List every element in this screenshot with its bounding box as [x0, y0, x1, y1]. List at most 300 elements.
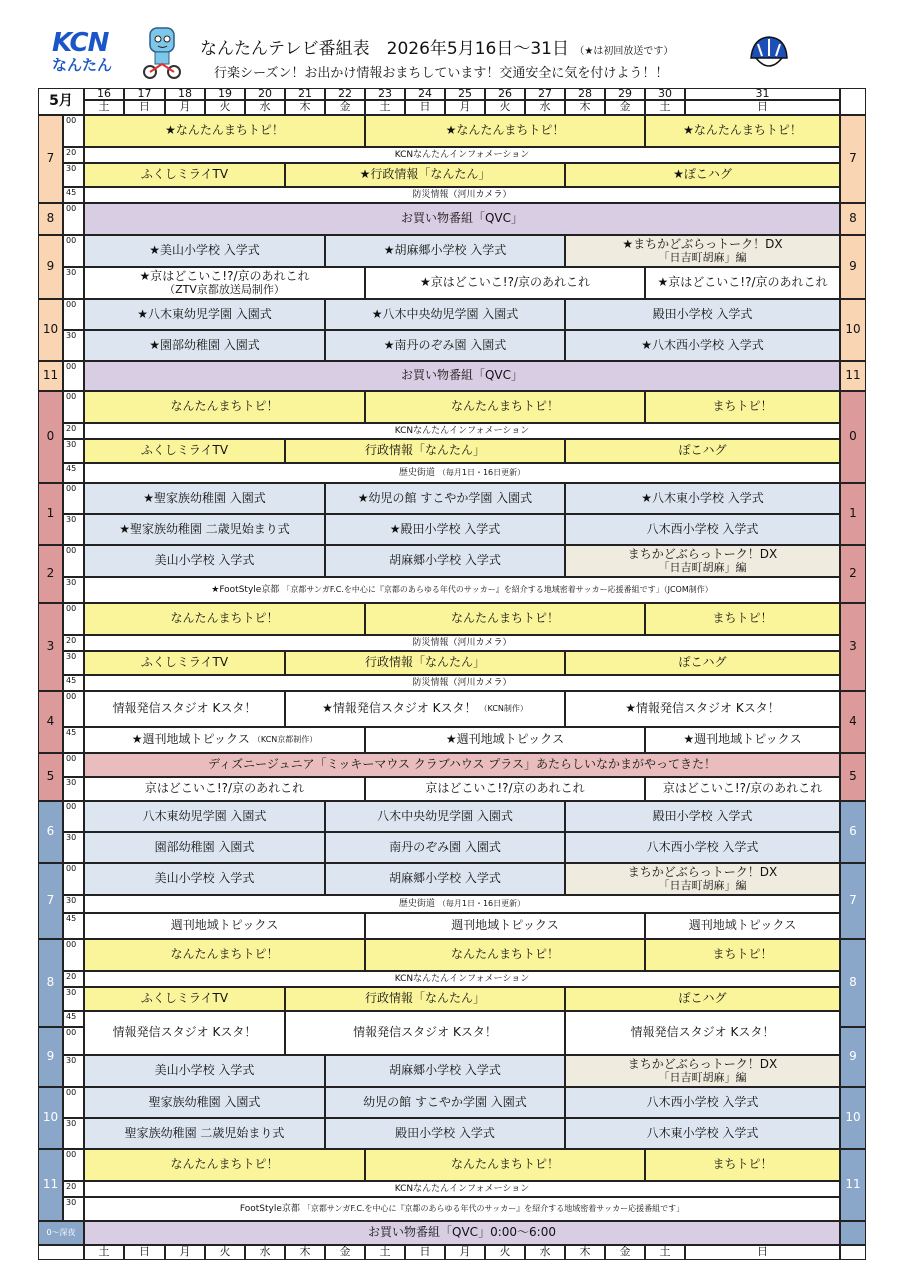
program-title: 行政情報「なんたん」: [364, 443, 485, 458]
logo-text: KCN: [52, 28, 109, 58]
date-label: 27: [538, 88, 552, 100]
date-label: 17: [137, 88, 152, 100]
hour-number: 1: [46, 506, 55, 521]
date-cell: [165, 88, 205, 100]
program-title: 歴史街道: [398, 467, 435, 478]
date-label: 24: [418, 88, 432, 100]
footer-weekday-cell: [124, 1245, 165, 1260]
hour-number: 2: [46, 566, 55, 581]
program-cell: [645, 913, 840, 939]
weekday-cell: [165, 100, 205, 115]
minute-mark: [63, 463, 84, 483]
hour-number: 11: [845, 1177, 861, 1192]
minute-label: 00: [66, 802, 77, 811]
minute-mark: [63, 913, 84, 939]
minute-label: 30: [66, 331, 77, 340]
hour-label-left: [38, 361, 63, 391]
hour-label-left: [38, 299, 63, 361]
program-cell: [565, 545, 840, 577]
hour-number: 10: [42, 322, 59, 337]
program-title: なんたんまちトピ！: [450, 399, 559, 414]
program-cell: [84, 577, 840, 603]
weekday-label: 土: [659, 100, 671, 114]
minute-mark: [63, 391, 84, 423]
program-title: 美山小学校 入学式: [154, 1063, 255, 1078]
weekday-cell: [685, 100, 840, 115]
minute-mark: [63, 203, 84, 235]
program-title: 歴史街道: [398, 898, 435, 909]
minute-mark: [63, 1197, 84, 1221]
hour-label-right: [840, 1027, 866, 1087]
program-title: 美山小学校 入学式: [154, 871, 255, 886]
program-title: ふくしミライTV: [140, 991, 229, 1006]
date-cell: [485, 88, 525, 100]
program-cell: [365, 913, 645, 939]
program-title: まちかどぶらっトーク！DX: [627, 546, 778, 561]
date-cell: [325, 88, 365, 100]
hour-number: 8: [849, 975, 857, 990]
footer-weekday-cell: [405, 1245, 445, 1260]
weekday-label: 金: [619, 100, 631, 114]
program-title: 週刊地域トピックス: [451, 918, 559, 933]
program-title: KCNなんたんインフォメーション: [394, 973, 530, 984]
program-cell: [84, 1197, 840, 1221]
hour-number: 6: [46, 824, 55, 839]
program-cell: [84, 895, 840, 913]
minute-mark: [63, 863, 84, 895]
program-title: ★情報発信スタジオ Kスタ！: [625, 701, 780, 716]
weekday-cell: [605, 100, 645, 115]
minute-label: 00: [66, 392, 77, 401]
weekday-label: 土: [98, 100, 110, 114]
program-title: 週刊地域トピックス: [688, 918, 797, 933]
program-cell: [565, 801, 840, 832]
program-cell: [84, 691, 285, 727]
weekday-cell: [445, 100, 485, 115]
minute-mark: [63, 651, 84, 675]
program-title: 情報発信スタジオ Kスタ！: [112, 701, 257, 716]
minute-label: 45: [66, 464, 77, 473]
minute-label: 30: [66, 896, 77, 905]
minute-label: 00: [66, 1028, 77, 1037]
program-title: 美山小学校 入学式: [154, 553, 255, 568]
program-title: ★週刊地域トピックス: [445, 732, 565, 747]
program-cell: [84, 163, 285, 187]
program-title: なんたんまちトピ！: [170, 1157, 279, 1172]
program-cell: [645, 939, 840, 971]
hour-number: 8: [46, 975, 55, 990]
program-title: ★八木東小学校 入学式: [641, 490, 764, 505]
hour-number: 11: [42, 368, 59, 383]
minute-label: 45: [66, 728, 77, 737]
program-cell: [365, 727, 645, 753]
program-cell: [285, 651, 565, 675]
program-title: ★なんたんまちトピ！: [683, 123, 802, 138]
hour-number: 10: [845, 322, 861, 337]
weekday-cell: [124, 100, 165, 115]
footer-corner-cell: [38, 1245, 84, 1260]
minute-mark: [63, 675, 84, 691]
program-title: KCNなんたんインフォメーション: [394, 149, 530, 160]
program-subtitle: 「日吉町胡麻」編: [658, 1070, 747, 1084]
program-title: 殿田小学校 入学式: [652, 306, 753, 321]
minute-label: 20: [66, 424, 77, 433]
program-subtitle: 「日吉町胡麻」編: [658, 878, 747, 892]
program-cell: [325, 832, 565, 863]
program-cell: [84, 939, 365, 971]
hour-number: 9: [849, 259, 857, 274]
program-cell: [84, 1221, 840, 1245]
weekday-label: 日: [139, 1245, 150, 1259]
program-cell: [645, 727, 840, 753]
program-title: ★なんたんまちトピ！: [165, 123, 284, 138]
program-title: FootStyle京都: [239, 1203, 300, 1214]
program-title: ★南丹のぞみ園 入園式: [383, 337, 507, 352]
program-cell: [565, 163, 840, 187]
program-cell: [645, 267, 840, 299]
program-cell: [565, 832, 840, 863]
program-title: ★美山小学校 入学式: [149, 243, 260, 258]
program-cell: [325, 545, 565, 577]
hour-number: 10: [42, 1110, 59, 1125]
date-cell: [685, 88, 840, 100]
program-cell: [645, 603, 840, 635]
date-cell: [365, 88, 405, 100]
program-title: 八木西小学校 入学式: [646, 521, 759, 536]
program-cell: [84, 147, 840, 163]
date-label: 25: [458, 88, 472, 100]
program-cell: [645, 391, 840, 423]
hour-number: 5: [849, 769, 857, 784]
weekday-label: 火: [219, 1245, 231, 1259]
program-title: 週刊地域トピックス: [170, 918, 279, 933]
weekday-label: 日: [757, 100, 768, 114]
date-label: 30: [658, 88, 672, 100]
date-label: 21: [298, 88, 312, 100]
date-cell: [405, 88, 445, 100]
hour-label-left: [38, 545, 63, 603]
late-night-label: [38, 1221, 84, 1245]
program-title: ぽこハグ: [678, 991, 727, 1006]
program-title: なんたんまちトピ！: [170, 399, 279, 414]
program-title: KCNなんたんインフォメーション: [394, 425, 530, 436]
program-cell: [84, 1149, 365, 1181]
program-note: （KCN制作）: [479, 704, 528, 714]
program-title: ★京はどこいこ!?/京のあれこれ: [657, 275, 828, 290]
minute-label: 00: [66, 546, 77, 555]
program-cell: [84, 832, 325, 863]
hour-number: 9: [46, 259, 55, 274]
program-cell: [325, 299, 565, 330]
program-title: 情報発信スタジオ Kスタ！: [630, 1025, 775, 1040]
program-title: ★園部幼稚園 入園式: [149, 337, 260, 352]
program-cell: [84, 267, 365, 299]
program-title: ふくしミライTV: [140, 655, 229, 670]
program-subtitle: 「日吉町胡麻」編: [658, 560, 747, 574]
minute-label: 00: [66, 1150, 77, 1159]
minute-label: 30: [66, 1119, 77, 1128]
minute-label: 00: [66, 604, 77, 613]
minute-label: 45: [66, 188, 77, 197]
hour-label-right: [840, 939, 866, 1027]
program-cell: [565, 514, 840, 545]
program-title: ふくしミライTV: [140, 443, 229, 458]
minute-label: 45: [66, 1012, 77, 1021]
minute-label: 00: [66, 116, 77, 125]
minute-mark: [63, 115, 84, 147]
hour-number: 0: [849, 429, 857, 444]
program-cell: [84, 463, 840, 483]
program-title: なんたんまちトピ！: [450, 947, 559, 962]
program-cell: [565, 1055, 840, 1087]
program-cell: [84, 423, 840, 439]
weekday-label: 木: [579, 1245, 591, 1259]
date-label: 20: [258, 88, 272, 100]
program-title: まちトピ！: [712, 947, 773, 962]
weekday-label: 水: [539, 1245, 551, 1259]
hour-number: 3: [46, 639, 55, 654]
program-title: 八木西小学校 入学式: [646, 1094, 759, 1109]
minute-label: 30: [66, 164, 77, 173]
program-title: まちかどぶらっトーク！DX: [627, 864, 778, 879]
program-cell: [285, 691, 565, 727]
program-title: なんたんまちトピ！: [450, 611, 559, 626]
footer-weekday-cell: [285, 1245, 325, 1260]
program-cell: [84, 545, 325, 577]
program-title: ★京はどこいこ!?/京のあれこれ: [420, 275, 590, 290]
program-title: 情報発信スタジオ Kスタ！: [353, 1025, 497, 1040]
program-cell: [565, 330, 840, 361]
minute-label: 30: [66, 833, 77, 842]
date-cell: [525, 88, 565, 100]
footer-corner-cell: [840, 1245, 866, 1260]
program-cell: [84, 330, 325, 361]
program-title: 胡麻郷小学校 入学式: [389, 871, 501, 886]
program-title: 八木中央幼児学園 入園式: [377, 808, 513, 823]
minute-label: 00: [66, 754, 77, 763]
program-cell: [325, 863, 565, 895]
minute-mark: [63, 691, 84, 727]
date-cell: [124, 88, 165, 100]
minute-label: 00: [66, 692, 77, 701]
program-note: （毎月1日・16日更新）: [437, 899, 526, 909]
minute-label: 20: [66, 972, 77, 981]
footer-weekday-cell: [565, 1245, 605, 1260]
minute-mark: [63, 299, 84, 330]
program-cell: [365, 115, 645, 147]
minute-mark: [63, 423, 84, 439]
program-title: お買い物番組「QVC」0:00～6:00: [368, 1225, 556, 1240]
date-label: 31: [755, 88, 770, 100]
date-cell: [565, 88, 605, 100]
hour-label-right: [840, 391, 866, 483]
minute-mark: [63, 1027, 84, 1055]
program-title: まちトピ！: [712, 399, 773, 414]
program-title: 京はどこいこ!?/京のあれこれ: [144, 781, 305, 796]
program-title: ★まちかどぶらっトーク！DX: [622, 236, 783, 251]
weekday-cell: [285, 100, 325, 115]
minute-mark: [63, 777, 84, 801]
minute-label: 30: [66, 988, 77, 997]
weekday-label: 月: [179, 1245, 191, 1259]
minute-mark: [63, 1118, 84, 1149]
program-title: ★聖家族幼稚園 二歳児始まり式: [119, 521, 290, 536]
weekday-label: 月: [459, 1245, 471, 1259]
minute-mark: [63, 187, 84, 203]
header-corner-cell: [840, 88, 866, 115]
program-title: ★行政情報「なんたん」: [359, 167, 491, 182]
weekday-label: 金: [619, 1245, 631, 1259]
minute-label: 20: [66, 636, 77, 645]
program-title: なんたんまちトピ！: [450, 1157, 559, 1172]
hour-number: 10: [845, 1110, 861, 1125]
program-title: ★なんたんまちトピ！: [445, 123, 565, 138]
minute-mark: [63, 939, 84, 971]
logo-sub: なんたん: [52, 56, 113, 74]
program-cell: [325, 1087, 565, 1118]
program-cell: [84, 727, 365, 753]
date-label: 18: [178, 88, 192, 100]
program-title: 南丹のぞみ園 入園式: [389, 839, 501, 854]
program-title: 防災情報（河川カメラ）: [412, 189, 512, 200]
hour-label-right: [840, 299, 866, 361]
weekday-label: 金: [339, 100, 351, 114]
minute-mark: [63, 895, 84, 913]
hour-label-right: [840, 603, 866, 691]
program-cell: [84, 187, 840, 203]
minute-mark: [63, 545, 84, 577]
program-cell: [84, 1118, 325, 1149]
minute-mark: [63, 971, 84, 987]
late-night-text: 0～深夜: [46, 1228, 76, 1238]
hour-label-left: [38, 603, 63, 691]
program-title: ★胡麻郷小学校 入学式: [383, 243, 507, 258]
footer-weekday-cell: [245, 1245, 285, 1260]
program-title: ふくしミライTV: [140, 167, 229, 182]
minute-mark: [63, 577, 84, 603]
program-cell: [645, 115, 840, 147]
hour-label-left: [38, 939, 63, 1027]
program-title: ★週刊地域トピックス: [683, 732, 802, 747]
minute-mark: [63, 439, 84, 463]
minute-label: 30: [66, 515, 77, 524]
weekday-label: 土: [379, 1245, 391, 1259]
program-title: 京はどこいこ!?/京のあれこれ: [425, 781, 585, 796]
hour-number: 7: [46, 893, 55, 908]
month-label: 5月: [49, 93, 73, 110]
weekday-label: 月: [459, 100, 471, 114]
hour-number: 7: [849, 151, 857, 166]
program-title: まちかどぶらっトーク！DX: [627, 1056, 778, 1071]
date-cell: [205, 88, 245, 100]
program-title: 殿田小学校 入学式: [395, 1125, 495, 1140]
minute-label: 00: [66, 204, 77, 213]
minute-mark: [63, 635, 84, 651]
program-cell: [84, 439, 285, 463]
program-cell: [84, 635, 840, 651]
minute-mark: [63, 1011, 84, 1027]
program-cell: [84, 235, 325, 267]
minute-label: 45: [66, 676, 77, 685]
program-cell: [84, 801, 325, 832]
program-title: ★幼児の館 すこやか学園 入園式: [357, 490, 533, 505]
program-cell: [365, 777, 645, 801]
title-text: なんたんテレビ番組表 2026年5月16日～31日: [200, 39, 570, 59]
weekday-label: 火: [499, 100, 511, 114]
program-cell: [285, 987, 565, 1011]
program-title: 京はどこいこ!?/京のあれこれ: [662, 781, 823, 796]
program-cell: [285, 1011, 565, 1055]
footer-weekday-cell: [525, 1245, 565, 1260]
minute-mark: [63, 603, 84, 635]
hour-number: 9: [849, 1049, 857, 1064]
program-cell: [565, 1087, 840, 1118]
program-cell: [365, 391, 645, 423]
program-cell: [325, 1055, 565, 1087]
minute-mark: [63, 987, 84, 1011]
minute-mark: [63, 801, 84, 832]
program-cell: [645, 777, 840, 801]
hour-label-right: [840, 545, 866, 603]
minute-label: 00: [66, 362, 77, 371]
program-title: まちトピ！: [712, 611, 773, 626]
hour-label-left: [38, 115, 63, 203]
program-cell: [565, 1118, 840, 1149]
weekday-label: 木: [299, 100, 311, 114]
program-note: 「京都サンガF.C.を中心に『京都のあらゆる年代のサッカー』を紹介する地域密着サッカー応援番組です」（JCOM制作）: [282, 585, 713, 595]
program-cell: [325, 483, 565, 514]
program-cell: [325, 514, 565, 545]
minute-label: 20: [66, 148, 77, 157]
program-cell: [565, 1011, 840, 1055]
weekday-label: 日: [757, 1245, 768, 1259]
program-cell: [84, 361, 840, 391]
hour-number: 0: [46, 429, 55, 444]
weekday-label: 火: [499, 1245, 511, 1259]
hour-label-left: [38, 753, 63, 801]
minute-label: 00: [66, 1088, 77, 1097]
program-title: ディズニージュニア「ミッキーマウス クラブハウス プラス」あたらしいなかまがやってきた！: [208, 757, 716, 772]
minute-mark: [63, 1055, 84, 1087]
minute-label: 30: [66, 652, 77, 661]
minute-mark: [63, 514, 84, 545]
minute-mark: [63, 832, 84, 863]
program-cell: [365, 267, 645, 299]
minute-label: 30: [66, 1198, 77, 1207]
program-title: 胡麻郷小学校 入学式: [389, 1063, 501, 1078]
footer-weekday-cell: [365, 1245, 405, 1260]
page-subtitle: 行楽シーズン！お出かけ情報おまちしています！交通安全に気を付けよう！！: [214, 66, 669, 81]
date-cell: [645, 88, 685, 100]
date-cell: [445, 88, 485, 100]
hour-number: 4: [849, 714, 857, 729]
title-note: （★は初回放送です）: [574, 46, 674, 57]
minute-mark: [63, 1181, 84, 1197]
hour-label-left: [38, 801, 63, 863]
program-cell: [365, 939, 645, 971]
program-cell: [365, 603, 645, 635]
footer-weekday-cell: [205, 1245, 245, 1260]
program-cell: [84, 675, 840, 691]
program-title: 聖家族幼稚園 二歳児始まり式: [124, 1125, 285, 1140]
minute-mark: [63, 1149, 84, 1181]
program-title: 行政情報「なんたん」: [364, 655, 485, 670]
weekday-label: 木: [579, 100, 591, 114]
program-title: お買い物番組「QVC」: [400, 211, 524, 226]
program-title: 胡麻郷小学校 入学式: [389, 553, 501, 568]
hour-label-left: [38, 203, 63, 235]
program-cell: [84, 651, 285, 675]
